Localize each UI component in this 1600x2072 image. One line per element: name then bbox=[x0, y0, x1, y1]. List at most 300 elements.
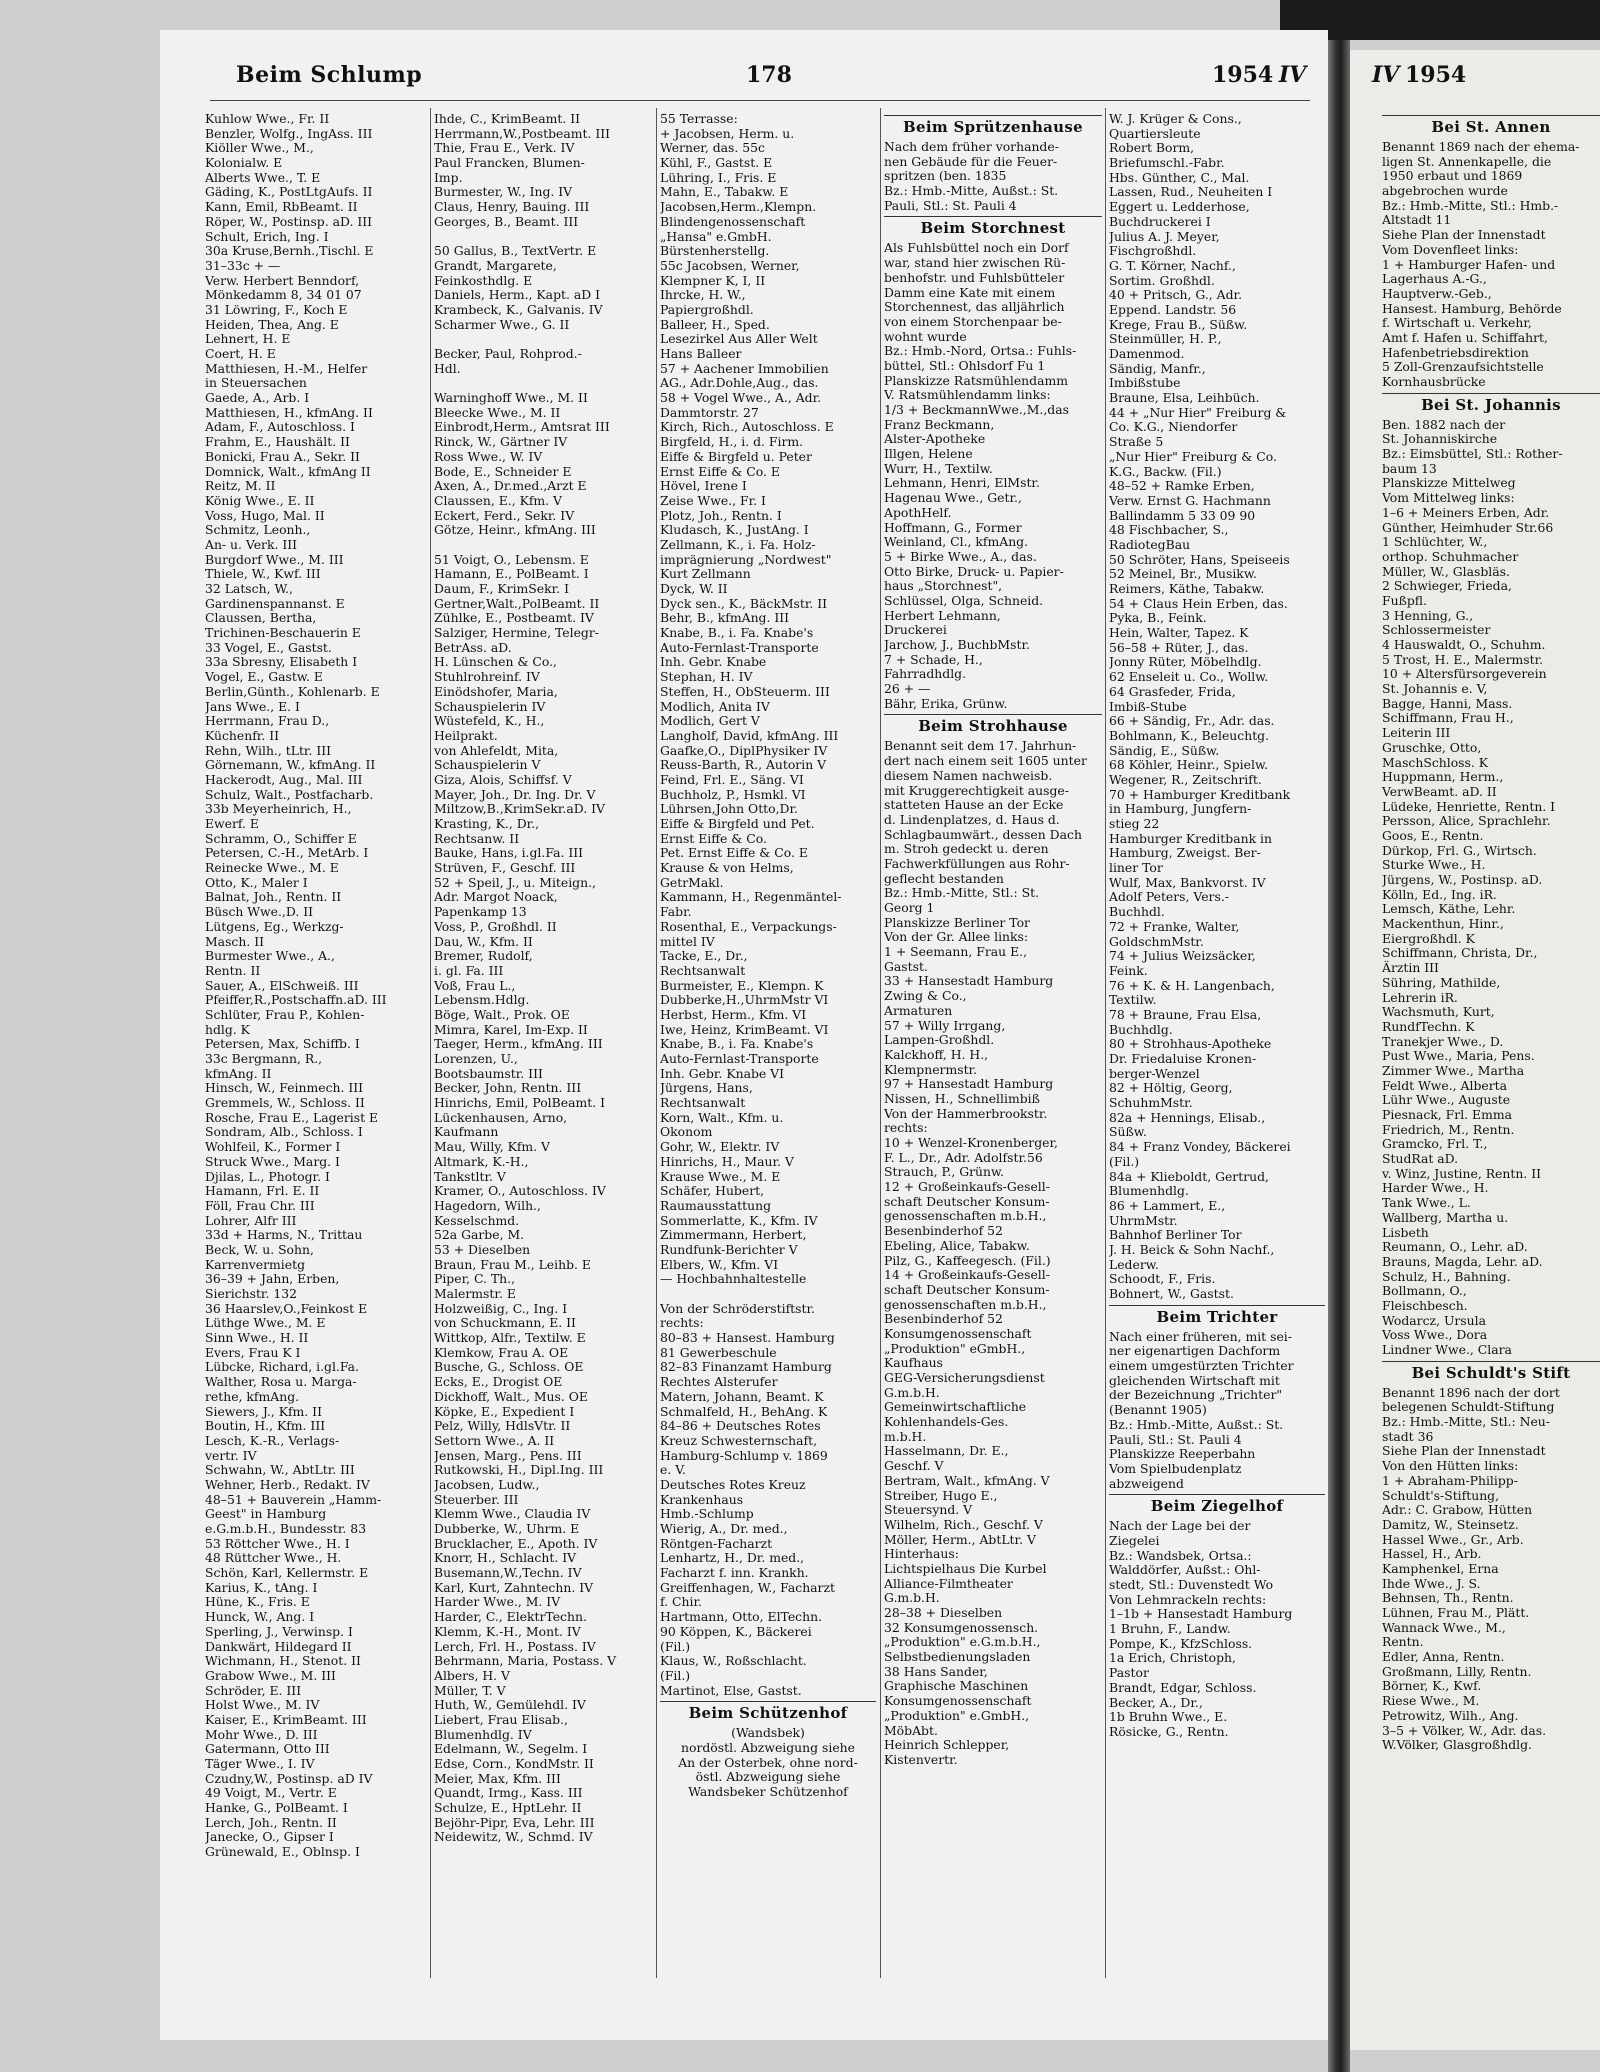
directory-entry: Paul Francken, Blumen- bbox=[434, 155, 585, 171]
directory-entry: Knabe, B., i. Fa. Knabe's bbox=[660, 625, 814, 641]
directory-entry: Planskizze Berliner Tor bbox=[884, 914, 1030, 930]
directory-entry: Kreuz Schwesternschaft, bbox=[660, 1432, 818, 1448]
directory-entry: Schlossermeister bbox=[1382, 622, 1491, 638]
directory-entry: kfmAng. II bbox=[205, 1065, 272, 1081]
directory-entry: m.b.H. bbox=[884, 1428, 927, 1444]
directory-entry: war, stand hier zwischen Rü- bbox=[884, 255, 1066, 271]
directory-entry: Benannt 1896 nach der dort bbox=[1382, 1384, 1560, 1400]
directory-entry: Becker, A., Dr., bbox=[1109, 1694, 1203, 1710]
directory-entry: Mackenthun, Hinr., bbox=[1382, 916, 1504, 932]
directory-entry: Dubberke,H.,UhrmMstr VI bbox=[660, 992, 829, 1008]
directory-entry: Lesch, K.-R., Verlags- bbox=[205, 1432, 340, 1448]
directory-entry: Bleecke Wwe., M. II bbox=[434, 404, 561, 420]
directory-entry: Edelmann, W., Segelm. I bbox=[434, 1741, 588, 1757]
section-title: Beim Strohhause bbox=[918, 717, 1068, 736]
directory-entry: Harder, C., ElektrTechn. bbox=[434, 1609, 587, 1625]
directory-entry: Druckerei bbox=[884, 622, 947, 638]
directory-entry: genossenschaften m.b.H., bbox=[884, 1208, 1047, 1224]
directory-entry: Lebensm.Hdlg. bbox=[434, 992, 530, 1008]
column-1 bbox=[205, 112, 425, 1992]
directory-entry: Zimmer Wwe., Martha bbox=[1382, 1062, 1525, 1078]
directory-entry: 82a + Hennings, Elisab., bbox=[1109, 1109, 1266, 1125]
directory-entry: Lübcke, Richard, i.gl.Fa. bbox=[205, 1359, 359, 1375]
directory-entry: Giza, Alois, Schiffsf. V bbox=[434, 771, 572, 787]
directory-entry: Hafenbetriebsdirektion bbox=[1382, 344, 1529, 360]
directory-entry: Kammann, H., Regenmäntel- bbox=[660, 889, 842, 905]
directory-entry: 1/3 + BeckmannWwe.,M.,das bbox=[884, 402, 1069, 417]
directory-entry: Thiele, W., Kwf. III bbox=[205, 566, 321, 582]
directory-entry: Bz.: Hmb.-Nord, Ortsa.: Fuhls- bbox=[884, 343, 1077, 359]
directory-entry: 81 Gewerbeschule bbox=[660, 1344, 777, 1360]
directory-entry: Hoffmann, G., Former bbox=[884, 519, 1022, 535]
directory-entry: Eckert, Ferd., Sekr. IV bbox=[434, 507, 575, 523]
directory-entry: 5 Trost, H. E., Malermstr. bbox=[1382, 651, 1544, 667]
directory-entry: Steuersynd. V bbox=[884, 1502, 973, 1518]
directory-entry: d. Lindenplatzes, d. Haus d. bbox=[884, 811, 1060, 827]
directory-entry: Wurr, H., Textilw. bbox=[884, 460, 993, 476]
directory-entry: Hmb.-Schlump bbox=[660, 1506, 754, 1522]
directory-entry: Hinrichs, H., Maur. V bbox=[660, 1153, 794, 1169]
section-title: Beim Trichter bbox=[1156, 1307, 1278, 1326]
directory-entry: Eiergroßhdl. K bbox=[1382, 930, 1475, 946]
directory-entry: Fleischbesch. bbox=[1382, 1297, 1468, 1313]
directory-entry bbox=[434, 230, 652, 245]
directory-entry: 82–83 Finanzamt Hamburg bbox=[660, 1359, 832, 1375]
directory-entry: Bollmann, O., bbox=[1382, 1283, 1467, 1299]
column-3 bbox=[660, 112, 876, 1992]
directory-entry: Fachwerkfüllungen aus Rohr- bbox=[884, 855, 1070, 871]
directory-entry: Hauptverw.-Geb., bbox=[1382, 285, 1492, 301]
directory-entry: Klemm Wwe., Claudia IV bbox=[434, 1506, 591, 1522]
directory-entry: liner Tor bbox=[1109, 860, 1163, 876]
directory-entry: Hinterhaus: bbox=[884, 1546, 959, 1562]
section-title: Beim Schützenhof bbox=[688, 1704, 848, 1723]
directory-entry: Müller, W., Glasbläs. bbox=[1382, 563, 1510, 579]
directory-entry: 2 Schwieger, Frieda, bbox=[1382, 578, 1512, 594]
directory-entry: Kölln, Ed., Ing. iR. bbox=[1382, 886, 1497, 902]
directory-entry: Quandt, Irmg., Kass. III bbox=[434, 1785, 583, 1801]
directory-entry: 52 + Speil, J., u. Miteign., bbox=[434, 874, 596, 890]
directory-entry: berger-Wenzel bbox=[1109, 1065, 1200, 1081]
directory-entry: v. Winz, Justine, Rentn. II bbox=[1382, 1165, 1541, 1181]
directory-entry: Matern, Johann, Beamt. K bbox=[660, 1388, 824, 1404]
directory-entry: Straße 5 bbox=[1109, 434, 1164, 450]
directory-entry: Rentn. II bbox=[205, 962, 261, 978]
directory-entry: hdlg. K bbox=[205, 1021, 250, 1037]
directory-entry: Sortim. Großhdl. bbox=[1109, 272, 1215, 288]
directory-entry: Lehrerin iR. bbox=[1382, 989, 1458, 1005]
directory-entry: Konsumgenossenschaft bbox=[884, 1693, 1032, 1709]
directory-entry: 31–33c + — bbox=[205, 257, 281, 273]
directory-entry: Gramcko, Frl. T., bbox=[1382, 1136, 1488, 1152]
directory-entry: Ernst Eiffe & Co. E bbox=[660, 463, 780, 479]
directory-entry: baum 13 bbox=[1382, 460, 1437, 476]
directory-entry: Geschf. V bbox=[884, 1458, 944, 1474]
directory-entry: Planskizze Ratsmühlendamm bbox=[884, 372, 1068, 388]
directory-entry: Lampen-Großhdl. bbox=[884, 1032, 995, 1048]
directory-entry: 12 + Großeinkaufs-Gesell- bbox=[884, 1179, 1050, 1195]
directory-entry: Hassel Wwe., Gr., Arb. bbox=[1382, 1531, 1524, 1547]
directory-entry: abzweigend bbox=[1109, 1475, 1184, 1491]
directory-entry: Günther, Heimhuder Str.66 bbox=[1382, 519, 1554, 535]
directory-entry: Pauli, Stl.: St. Pauli 4 bbox=[884, 197, 1017, 213]
directory-entry: Becker, Paul, Rohprod.- bbox=[434, 346, 582, 361]
directory-entry: Mayer, Joh., Dr. Ing. Dr. V bbox=[434, 786, 596, 802]
directory-entry: Djilas, L., Photogr. I bbox=[205, 1168, 330, 1184]
directory-entry: Wierig, A., Dr. med., bbox=[660, 1521, 788, 1536]
directory-entry: Hamann, Frl. E. II bbox=[205, 1183, 320, 1199]
directory-entry: Braun, Frau M., Leihb. E bbox=[434, 1256, 591, 1272]
directory-entry: Küchenfr. II bbox=[205, 727, 280, 743]
directory-entry: Wittkop, Alfr., Textilw. E bbox=[434, 1330, 586, 1346]
directory-entry: Miltzow,B.,KrimSekr.aD. IV bbox=[434, 801, 605, 817]
directory-entry: Ross Wwe., W. IV bbox=[434, 448, 543, 464]
directory-entry: Reumann, O., Lehr. aD. bbox=[1382, 1239, 1528, 1255]
directory-entry: Reitz, M. II bbox=[205, 478, 276, 494]
directory-entry: Lorenzen, U., bbox=[434, 1051, 518, 1066]
directory-entry: Schulz, Walt., Postfacharb. bbox=[205, 786, 374, 802]
directory-entry: Bz.: Hmb.-Mitte, Stl.: St. bbox=[884, 885, 1040, 901]
directory-entry: Altstadt 11 bbox=[1382, 212, 1452, 228]
directory-entry: Voss, Hugo, Mal. II bbox=[205, 507, 325, 523]
directory-entry: Benannt seit dem 17. Jahrhun- bbox=[884, 738, 1077, 754]
column-5 bbox=[1109, 112, 1325, 1992]
directory-entry: benhofstr. und Fuhlsbütteler bbox=[884, 269, 1065, 285]
directory-entry: Beck, W. u. Sohn, bbox=[205, 1241, 314, 1257]
column-6 bbox=[1382, 112, 1600, 1992]
directory-entry: Iwe, Heinz, KrimBeamt. VI bbox=[660, 1021, 829, 1037]
directory-entry: 64 Grasfeder, Frida, bbox=[1109, 683, 1236, 699]
directory-entry: Pompe, K., KfzSchloss. bbox=[1109, 1635, 1253, 1651]
directory-entry: Krege, Frau B., Süßw. bbox=[1109, 316, 1248, 332]
directory-entry: Gastst. bbox=[884, 958, 928, 974]
directory-entry: Balleer, H., Sped. bbox=[660, 316, 770, 332]
column-rule bbox=[656, 108, 657, 1978]
directory-entry: Stephan, H. IV bbox=[660, 669, 753, 685]
directory-entry: Brandt, Edgar, Schloss. bbox=[1109, 1679, 1257, 1695]
directory-entry: Krause Wwe., M. E bbox=[660, 1168, 781, 1184]
directory-entry: Hövel, Irene I bbox=[660, 478, 747, 494]
directory-entry: Lehmann, Henri, ElMstr. bbox=[884, 475, 1040, 491]
directory-entry: Petersen, C.-H., MetArb. I bbox=[205, 845, 369, 861]
directory-entry: Zwing & Co., bbox=[884, 988, 967, 1004]
header-rule bbox=[210, 100, 1310, 101]
directory-entry: Heiden, Thea, Ang. E bbox=[205, 316, 339, 332]
right-running-head: IV 1954 bbox=[1372, 62, 1467, 88]
directory-entry: Wilhelm, Rich., Geschf. V bbox=[884, 1516, 1043, 1532]
column-4 bbox=[884, 112, 1102, 1992]
directory-entry: Briefumschl.-Fabr. bbox=[1109, 155, 1225, 171]
directory-entry: 57 + Willy Irrgang, bbox=[884, 1017, 1006, 1033]
directory-entry: Schauspielerin V bbox=[434, 757, 541, 773]
directory-entry: Wehner, Herb., Redakt. IV bbox=[205, 1476, 370, 1492]
directory-entry: W. J. Krüger & Cons., bbox=[1109, 112, 1242, 126]
directory-entry: Liebert, Frau Elisab., bbox=[434, 1711, 568, 1727]
directory-entry: 28–38 + Dieselben bbox=[884, 1605, 1003, 1620]
directory-entry: Kann, Emil, RbBeamt. II bbox=[205, 199, 358, 215]
directory-entry: statteten Hause an der Ecke bbox=[884, 797, 1064, 813]
directory-entry: Zimmermann, Herbert, bbox=[660, 1227, 807, 1243]
directory-entry: Claussen, Bertha, bbox=[205, 610, 317, 626]
directory-entry: Gatermann, Otto III bbox=[205, 1741, 330, 1757]
directory-entry: Sturke Wwe., H. bbox=[1382, 857, 1486, 873]
directory-entry: 70 + Hamburger Kreditbank bbox=[1109, 786, 1291, 802]
directory-entry: Bz.: Eimsbüttel, Stl.: Rother- bbox=[1382, 446, 1563, 462]
column-3-list bbox=[660, 112, 876, 1698]
directory-entry: Benzler, Wolfg., IngAss. III bbox=[205, 125, 373, 141]
directory-entry: 76 + K. & H. Langenbach, bbox=[1109, 977, 1275, 993]
directory-entry: Axen, A., Dr.med.,Arzt E bbox=[434, 478, 587, 494]
directory-entry: 1 Schlüchter, W., bbox=[1382, 534, 1488, 550]
directory-entry: (Fil.) bbox=[660, 1667, 691, 1683]
directory-entry: Friedrich, M., Rentn. bbox=[1382, 1121, 1515, 1137]
directory-entry: Bähr, Erika, Grünw. bbox=[884, 695, 1008, 711]
directory-entry: Pust Wwe., Maria, Pens. bbox=[1382, 1048, 1535, 1064]
section-title: Bei St. Johannis bbox=[1421, 395, 1561, 414]
directory-entry: (Benannt 1905) bbox=[1109, 1402, 1207, 1418]
directory-entry: Pfeiffer,R.,Postschaffn.aD. III bbox=[205, 992, 387, 1008]
directory-entry: Krankenhaus bbox=[660, 1491, 744, 1507]
directory-entry: Coert, H. E bbox=[205, 346, 276, 361]
directory-entry: Zühlke, E., Postbeamt. IV bbox=[434, 610, 594, 626]
directory-entry: Klaus, W., Roßschlacht. bbox=[660, 1653, 807, 1669]
directory-entry: 14 + Großeinkaufs-Gesell- bbox=[884, 1267, 1050, 1283]
directory-entry: Wohlfeil, K., Former I bbox=[205, 1139, 341, 1155]
directory-entry: rechts: bbox=[884, 1120, 928, 1136]
directory-entry: BetrAss. aD. bbox=[434, 639, 512, 655]
directory-entry: Langholf, David, kfmAng. III bbox=[660, 727, 839, 743]
directory-entry: Pastor bbox=[1109, 1665, 1149, 1681]
directory-entry: Mohr Wwe., D. III bbox=[205, 1726, 318, 1742]
directory-entry: von Ahlefeldt, Mita, bbox=[434, 742, 559, 758]
directory-entry bbox=[434, 332, 652, 347]
directory-entry: Wichmann, H., Stenot. II bbox=[205, 1653, 361, 1669]
directory-entry: Rechtsanwalt bbox=[660, 1095, 746, 1111]
directory-entry: Hagenau Wwe., Getr., bbox=[884, 490, 1022, 506]
directory-entry: Siehe Plan der Innenstadt bbox=[1382, 227, 1546, 243]
directory-entry: Balnat, Joh., Rentn. II bbox=[205, 889, 342, 905]
directory-entry: stadt 36 bbox=[1382, 1428, 1434, 1444]
directory-entry: Hunck, W., Ang. I bbox=[205, 1609, 315, 1625]
directory-entry: Krasting, K., Dr., bbox=[434, 816, 540, 831]
directory-entry: Claussen, E., Kfm. V bbox=[434, 492, 562, 508]
directory-entry: 10 + Altersfürsorgeverein bbox=[1382, 666, 1547, 682]
directory-entry: Bonicki, Frau A., Sekr. II bbox=[205, 448, 360, 464]
directory-entry: Hdl. bbox=[434, 360, 461, 376]
directory-entry: Frahm, E., Haushält. II bbox=[205, 434, 350, 450]
directory-entry: Lerch, Frl. H., Postass. IV bbox=[434, 1638, 596, 1654]
directory-entry: 31 Löwring, F., Koch E bbox=[205, 301, 348, 317]
directory-entry: Damitz, W., Steinsetz. bbox=[1382, 1516, 1519, 1532]
directory-entry: Süßw. bbox=[1109, 1124, 1147, 1140]
directory-entry: 44 + „Nur Hier" Freiburg & bbox=[1109, 404, 1287, 420]
directory-entry: Leiterin III bbox=[1382, 725, 1451, 741]
directory-entry: Schauspielerin IV bbox=[434, 698, 546, 714]
directory-entry: 5 Zoll-Grenzaufsichtstelle bbox=[1382, 359, 1544, 375]
directory-entry: H. Lünschen & Co., bbox=[434, 654, 557, 670]
directory-entry: 32 Konsumgenossensch. bbox=[884, 1619, 1039, 1635]
directory-entry: Steffen, H., ObSteuerm. III bbox=[660, 683, 830, 699]
directory-entry: Trichinen-Beschauerin E bbox=[205, 625, 361, 641]
directory-entry: 33a Sbresny, Elisabeth I bbox=[205, 654, 358, 670]
directory-entry: Zeise Wwe., Fr. I bbox=[660, 492, 766, 508]
directory-entry: (Fil.) bbox=[660, 1638, 691, 1654]
directory-entry: Sändig, E., Süßw. bbox=[1109, 742, 1220, 758]
directory-entry: RundfTechn. K bbox=[1382, 1018, 1475, 1034]
directory-entry: Schuldt's-Stiftung, bbox=[1382, 1487, 1500, 1503]
directory-entry: Meier, Max, Kfm. III bbox=[434, 1770, 561, 1786]
directory-entry: 97 + Hansestadt Hamburg bbox=[884, 1076, 1054, 1092]
directory-entry: f. Wirtschaft u. Verkehr, bbox=[1382, 315, 1532, 331]
directory-entry: Sühring, Mathilde, bbox=[1382, 974, 1501, 990]
directory-entry: Julius A. J. Meyer, bbox=[1109, 228, 1220, 244]
directory-entry: 58 + Vogel Wwe., A., Adr. bbox=[660, 390, 822, 406]
directory-entry: Lohrer, Alfr III bbox=[205, 1212, 297, 1228]
directory-entry: Mimra, Karel, Im-Exp. II bbox=[434, 1021, 588, 1037]
directory-entry: Imp. bbox=[434, 169, 463, 185]
directory-entry: Rechtes Alsterufer bbox=[660, 1374, 778, 1390]
directory-entry: Krause & von Helms, bbox=[660, 860, 794, 876]
directory-entry: Hasselmann, Dr. E., bbox=[884, 1443, 1009, 1459]
directory-entry: Bode, E., Schneider E bbox=[434, 463, 572, 479]
directory-entry: Lühr Wwe., Auguste bbox=[1382, 1092, 1511, 1108]
directory-entry: Hinsch, W., Feinmech. III bbox=[205, 1080, 364, 1096]
directory-entry: Görnemann, W., kfmAng. II bbox=[205, 757, 376, 773]
directory-entry: Hinrichs, Emil, PolBeamt. I bbox=[434, 1095, 605, 1111]
directory-entry: Köpke, E., Expedient I bbox=[434, 1403, 575, 1419]
directory-entry: Walther, Rosa u. Marga- bbox=[205, 1374, 357, 1390]
directory-entry: 3–5 + Völker, W., Adr. das. bbox=[1382, 1722, 1547, 1738]
directory-entry: Ben. 1882 nach der bbox=[1382, 416, 1506, 432]
directory-entry: Harder Wwe., M. IV bbox=[434, 1594, 561, 1610]
directory-entry: Hanke, G., PolBeamt. I bbox=[205, 1800, 348, 1816]
directory-entry: Hansest. Hamburg, Behörde bbox=[1382, 300, 1562, 316]
directory-entry: Feinkosthdlg. E bbox=[434, 272, 533, 288]
directory-entry: Fahrradhdlg. bbox=[884, 666, 967, 682]
directory-entry: Verw. Herbert Benndorf, bbox=[205, 272, 360, 288]
directory-entry: Busemann,W.,Techn. IV bbox=[434, 1565, 582, 1581]
directory-entry: Verw. Ernst G. Hachmann bbox=[1109, 492, 1271, 508]
directory-entry: Bz.: Hmb.-Mitte, Außst.: St. bbox=[1109, 1416, 1284, 1432]
running-head-year: 1954 IV bbox=[1212, 62, 1307, 88]
directory-entry: Co. K.G., Niendorfer bbox=[1109, 419, 1238, 435]
directory-entry: Kirch, Rich., Autoschloss. E bbox=[660, 419, 834, 435]
directory-entry: Kühl, F., Gastst. E bbox=[660, 155, 773, 171]
directory-entry: Bz.: Hmb.-Mitte, Außst.: St. bbox=[884, 183, 1059, 199]
directory-entry: 50 Schröter, Hans, Speiseeis bbox=[1109, 551, 1290, 567]
directory-entry: Hamburg-Schlump v. 1869 bbox=[660, 1447, 828, 1463]
directory-entry: Lerch, Joh., Rentn. II bbox=[205, 1814, 337, 1830]
directory-entry: Albers, H. V bbox=[434, 1667, 510, 1683]
directory-entry: Inh. Gebr. Knabe VI bbox=[660, 1065, 785, 1081]
directory-entry: Rutkowski, H., Dipl.Ing. III bbox=[434, 1462, 604, 1478]
directory-entry: 32 Latsch, W., bbox=[205, 581, 293, 596]
directory-entry: Matthiesen, H.-M., Helfer bbox=[205, 360, 368, 376]
directory-entry: + Jacobsen, Herm. u. bbox=[660, 125, 795, 141]
directory-entry: stedt, Stl.: Duvenstedt Wo bbox=[1109, 1577, 1274, 1592]
directory-entry: UhrmMstr. bbox=[1109, 1212, 1178, 1228]
directory-entry: Strüven, F., Geschf. III bbox=[434, 860, 576, 876]
directory-entry: Holzweißig, C., Ing. I bbox=[434, 1300, 568, 1316]
directory-entry: Tankstltr. V bbox=[434, 1168, 506, 1184]
directory-entry: belegenen Schuldt-Stiftung bbox=[1382, 1399, 1555, 1415]
directory-entry: Vom Spielbudenplatz bbox=[1109, 1460, 1242, 1476]
directory-entry: 54 + Claus Hein Erben, das. bbox=[1109, 595, 1288, 611]
directory-entry: stieg 22 bbox=[1109, 816, 1160, 831]
directory-entry: 36 Haarslev,O.,Feinkost E bbox=[205, 1300, 368, 1316]
book-spine bbox=[1328, 40, 1350, 2072]
directory-entry: Hartmann, Otto, ElTechn. bbox=[660, 1609, 823, 1625]
directory-entry: Franz Beckmann, bbox=[884, 416, 995, 432]
directory-entry: Ihde Wwe., J. S. bbox=[1382, 1575, 1481, 1591]
directory-entry: Behrmann, Maria, Postass. V bbox=[434, 1653, 617, 1669]
directory-entry: W.Völker, Glasgroßhdlg. bbox=[1382, 1737, 1532, 1753]
directory-entry: Pyka, B., Feink. bbox=[1109, 610, 1207, 626]
directory-entry: Dyck, W. II bbox=[660, 581, 728, 596]
directory-entry: Siewers, J., Kfm. II bbox=[205, 1403, 322, 1419]
directory-entry: GetrMakl. bbox=[660, 874, 724, 890]
directory-entry: Steuerber. III bbox=[434, 1491, 519, 1507]
directory-entry: Knorr, H., Schlacht. IV bbox=[434, 1550, 577, 1566]
directory-entry: Daniels, Herm., Kapt. aD I bbox=[434, 287, 601, 303]
directory-entry: mittel IV bbox=[660, 933, 715, 949]
directory-entry: Benannt 1869 nach der ehema- bbox=[1382, 139, 1580, 154]
directory-entry: Brauns, Magda, Lehr. aD. bbox=[1382, 1253, 1543, 1269]
directory-entry: Deutsches Rotes Kreuz bbox=[660, 1476, 806, 1492]
directory-entry: Inh. Gebr. Knabe bbox=[660, 654, 767, 670]
directory-entry: 53 Röttcher Wwe., H. I bbox=[205, 1535, 350, 1551]
directory-entry: Gertner,Walt.,PolBeamt. II bbox=[434, 595, 600, 611]
directory-entry: Adr.: C. Grabow, Hütten bbox=[1382, 1502, 1533, 1518]
directory-entry: Götze, Heinr., kfmAng. III bbox=[434, 522, 596, 538]
directory-entry: dert nach einem seit 1605 unter bbox=[884, 753, 1087, 769]
directory-entry: Blumenhdlg. bbox=[1109, 1183, 1189, 1199]
directory-entry: Lüthge Wwe., M. E bbox=[205, 1315, 326, 1331]
directory-entry: von Schuckmann, E. II bbox=[434, 1315, 576, 1331]
directory-entry: Werner, das. 55c bbox=[660, 140, 765, 156]
directory-entry: Claus, Henry, Bauing. III bbox=[434, 199, 590, 215]
directory-entry: G.m.b.H. bbox=[884, 1384, 940, 1400]
directory-entry: Schulz, H., Bahning. bbox=[1382, 1268, 1511, 1284]
directory-entry: Georges, B., Beamt. III bbox=[434, 213, 579, 229]
directory-entry: gleichenden Wirtschaft mit bbox=[1109, 1372, 1280, 1388]
directory-entry: Schulze, E., HptLehr. II bbox=[434, 1800, 582, 1816]
directory-entry: büttel, Stl.: Ohlsdorf Fu 1 bbox=[884, 357, 1046, 373]
directory-entry: Sändig, Manfr., bbox=[1109, 360, 1206, 376]
directory-entry: Dürkop, Frl. G., Wirtsch. bbox=[1382, 842, 1537, 858]
directory-entry: Illgen, Helene bbox=[884, 446, 973, 462]
directory-entry: Ärztin III bbox=[1382, 960, 1439, 976]
directory-entry: Dubberke, W., Uhrm. E bbox=[434, 1521, 580, 1536]
section-title: Beim Storchnest bbox=[920, 219, 1066, 238]
directory-entry: Schwahn, W., AbtLtr. III bbox=[205, 1462, 355, 1478]
directory-entry: Rentn. bbox=[1382, 1634, 1424, 1650]
directory-entry: Von den Hütten links: bbox=[1382, 1458, 1519, 1474]
directory-entry: Herbst, Herm., Kfm. VI bbox=[660, 1006, 807, 1022]
directory-entry: Eggert u. Ledderhose, bbox=[1109, 199, 1250, 215]
directory-entry: Adr. Margot Noack, bbox=[434, 889, 558, 905]
directory-entry bbox=[660, 1287, 876, 1302]
directory-entry: Rechtsanw. II bbox=[434, 830, 520, 846]
directory-entry: 48 Rüttcher Wwe., H. bbox=[205, 1550, 342, 1566]
directory-entry: 84a + Klieboldt, Gertrud, bbox=[1109, 1168, 1269, 1184]
directory-entry: Schlüssel, Olga, Schneid. bbox=[884, 592, 1044, 608]
directory-entry: Kohlenhandels-Ges. bbox=[884, 1414, 1009, 1430]
directory-entry: Schäfer, Hubert, bbox=[660, 1183, 765, 1199]
directory-entry: 7 + Schade, H., bbox=[884, 651, 983, 667]
directory-entry: Sperling, J., Verwinsp. I bbox=[205, 1623, 353, 1639]
directory-entry: einem umgestürzten Trichter bbox=[1109, 1358, 1294, 1374]
